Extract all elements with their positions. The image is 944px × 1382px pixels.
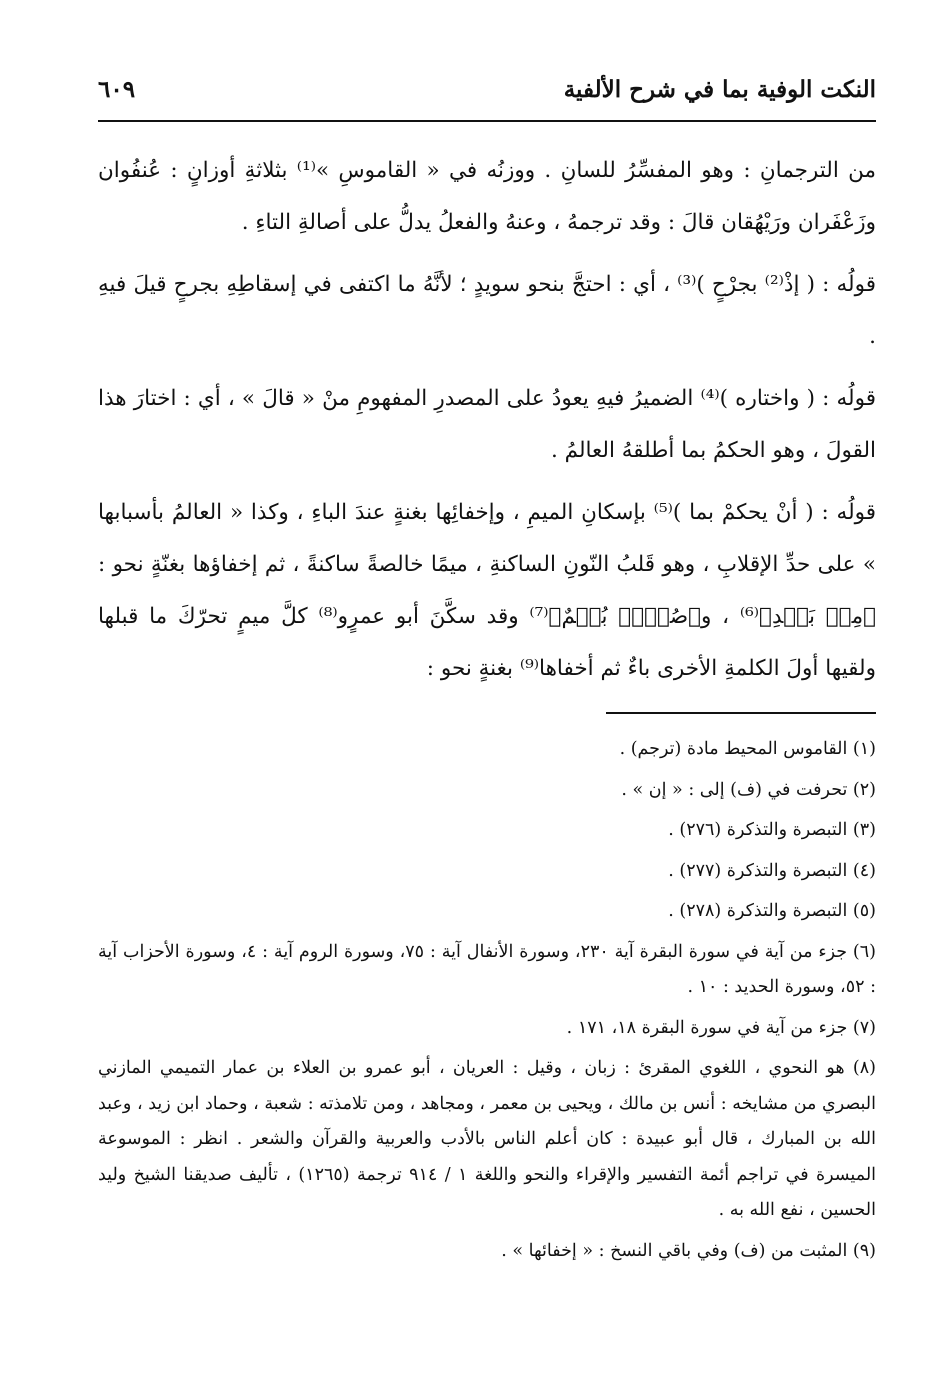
page-header [98,64,876,114]
footnote: (٩) المثبت من (ف) وفي باقي النسخ : « إخفائها » . [501,1240,876,1261]
footnote: (٨) هو النحوي ، اللغوي المقرئ : زبان ، وقيل : العريان ، أبو عمرو بن العلاء بن عمار التميمي المازني البصري من مشايخه : أنس بن مالك ، ويحيى بن معمر ، ومجاهد ، ومن تلامذته : شعبة ، وحماد ابن زيد ، وعبد الله بن المبارك ، قال أبو عبيدة : كان أعلم الناس بالأدب والعربية والقرآن والشعر . انظر : الموسوعة الميسرة في تراجم أئمة التفسير والإقراء والنحو واللغة ١ / ٩١٤ ترجمة (١٢٦٥) ، تأليف صديقنا الشيخ وليد الحسين ، نفع الله به . [98,1058,877,1220]
page-number: ٦٠٩ [98,75,136,103]
footnote: (٢) تحرفت في (ف) إلى : « إن » . [621,779,876,800]
footnote: (٤) التبصرة والتذكرة (٢٧٧) . [668,860,876,881]
paragraph: قولُه : ( إذْ⁽²⁾ بجرْحٍ )⁽³⁾ ، أي : احتجَّ بنحو سويدٍ ؛ لأنَّهُ ما اكتفى في إسقاطِهِ بجرحٍ قيلَ فيهِ . [98,272,876,349]
footnote: (٦) جزء من آية في سورة البقرة آية ٢٣٠، وسورة الأنفال آية : ٧٥، وسورة الروم آية : ٤، وسورة الأحزاب آية : ٥٢، وسورة الحديد : ١٠ . [98,941,876,997]
header-rule [98,120,876,122]
paragraph: قولُه : ( واختاره )⁽⁴⁾ الضميرُ فيهِ يعودُ على المصدرِ المفهومِ منْ « قالَ » ، أي : اختارَ هذا القولَ ، وهو الحكمُ بما أطلقهُ العالمُ . [98,386,876,463]
footnote-separator [606,712,876,714]
paragraph: من الترجمانِ : وهو المفسِّرُ للسانِ . ووزنُه في « القاموسِ »⁽¹⁾ بثلاثةِ أوزانٍ : عُنفُوان وزَعْفَران ورَيْهُقان قالَ : وقد ترجمهُ ، وعنهُ والفعلُ يدلُّ على أصالةِ التاءِ . [98,158,876,235]
footnotes [98,732,876,1274]
footnote: (٣) التبصرة والتذكرة (٢٧٦) . [668,820,876,840]
main-text [98,145,876,705]
footnote: (٧) جزء من آية في سورة البقرة ١٨، ١٧١ . [566,1017,876,1038]
footnote: (١) القاموس المحيط مادة (ترجم) . [619,739,876,759]
footnote: (٥) التبصرة والتذكرة (٢٧٨) . [668,901,876,921]
running-title: النكت الوفية بما في شرح الألفية [563,75,876,103]
paragraph: قولُه : ( أنْ يحكمْ بما )⁽⁵⁾ بإسكانِ الميمِ ، وإخفائِها بغنةٍ عندَ الباءِ ، وكذا « العالمُ بأسبابها » على حدِّ الإقلابِ ، وهو قَلبُ النّونِ الساكنةِ ، ميمًا خالصةً ساكنةً ، ثم إخفاؤها بغنّةٍ نحو : ﴿مِنۢ بَعۡدِ﴾⁽⁶⁾ ، و﴿صُمُّۢ بُكۡمٌ﴾⁽⁷⁾ وقد سكَّنَ أبو عمرٍو⁽⁸⁾ كلَّ ميمٍ تحرّكَ ما قبلها ولقيها أولَ الكلمةِ الأخرى باءٌ ثم أخفاها⁽⁹⁾ بغنةٍ نحو : [98,500,877,681]
